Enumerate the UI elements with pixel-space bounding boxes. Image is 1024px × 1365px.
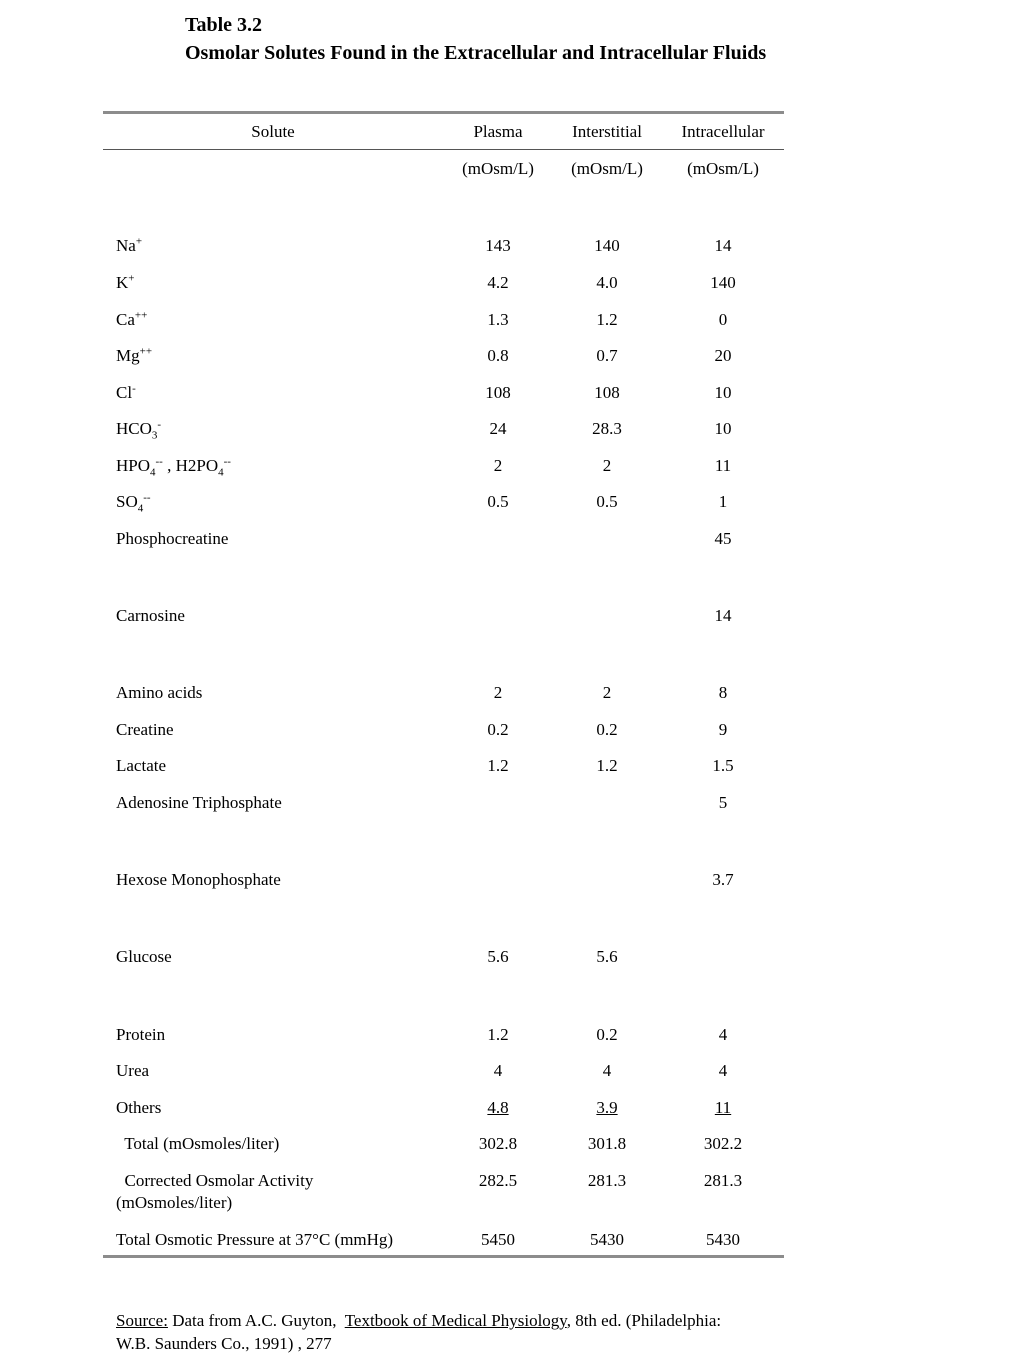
plasma-value: 24 [489,419,507,438]
plasma-value: 1.3 [487,310,509,329]
plasma-value: 0.5 [487,492,509,511]
intracellular-value: 10 [714,419,732,438]
intracellular-value: 45 [714,529,732,548]
interstitial-value: 3.9 [596,1098,618,1117]
plasma-value: 5.6 [487,947,509,966]
solute-name: Na+ [116,235,143,255]
interstitial-value: 1.2 [596,756,618,775]
interstitial-corrected: 281.3 [587,1171,627,1190]
solute-name: Carnosine [116,606,185,625]
intracellular-value: 14 [714,606,732,625]
plasma-value: 143 [485,236,511,255]
interstitial-value: 0.5 [596,492,618,511]
plasma-value: 4.2 [487,273,509,292]
intracellular-value: 1 [718,492,728,511]
solute-name: $HCO_3^-$ [116,418,162,442]
plasma-value: 2 [493,683,503,702]
plasma-value: 0.8 [487,346,509,365]
unit-intracellular: (mOsm/L) [687,159,759,178]
intracellular-value: 4 [718,1025,728,1044]
interstitial-value: 5.6 [596,947,618,966]
interstitial-value: 28.3 [592,419,622,438]
table-caption: Osmolar Solutes Found in the Extracellular and Intracellular Fluids [185,42,767,64]
table-top-rule [103,111,784,114]
intracellular-value: 11 [714,456,732,475]
interstitial-value: 1.2 [596,310,618,329]
header-rule [103,149,784,150]
header-plasma: Plasma [473,122,523,141]
interstitial-value: 140 [594,236,620,255]
interstitial-value: 2 [602,456,612,475]
solute-name: Ca++ [116,309,148,329]
table-bottom-rule [103,1255,784,1258]
intracellular-value: 3.7 [712,870,734,889]
solute-name: Adenosine Triphosphate [116,793,282,812]
intracellular-value: 10 [714,383,732,402]
plasma-value: 0.2 [487,720,509,739]
interstitial-value: 0.2 [596,1025,618,1044]
corrected-activity-label: Corrected Osmolar Activity [116,1171,314,1190]
solute-name: Creatine [116,720,174,739]
intracellular-value: 5 [718,793,728,812]
solute-name: Phosphocreatine [116,529,229,548]
interstitial-total: 301.8 [587,1134,627,1153]
solute-name: Amino acids [116,683,203,702]
solute-name: Lactate [116,756,167,775]
plasma-pressure: 5450 [481,1230,515,1249]
header-interstitial: Interstitial [572,122,642,141]
source-label: Source: [116,1311,168,1330]
intracellular-pressure: 5430 [706,1230,740,1249]
solute-name: Glucose [116,947,172,966]
interstitial-value: 108 [594,383,620,402]
total-label: Total (mOsmoles/liter) [116,1134,280,1153]
plasma-value: 4 [493,1061,503,1080]
intracellular-total: 302.2 [703,1134,743,1153]
interstitial-value: 4 [602,1061,612,1080]
plasma-value: 1.2 [487,1025,509,1044]
intracellular-value: 140 [710,273,736,292]
solute-name: $SO_4^{--}$ [116,491,151,515]
interstitial-pressure: 5430 [590,1230,624,1249]
solute-name: Hexose Monophosphate [116,870,281,889]
solute-name: K+ [116,272,135,292]
interstitial-value: 4.0 [596,273,618,292]
plasma-total: 302.8 [478,1134,518,1153]
plasma-value: 4.8 [487,1098,509,1117]
solute-name: Mg++ [116,345,153,365]
solute-name: Urea [116,1061,150,1080]
interstitial-value: 0.2 [596,720,618,739]
intracellular-value: 0 [718,310,728,329]
source-book-title: Textbook of Medical Physiology [344,1311,567,1330]
intracellular-value: 20 [714,346,732,365]
intracellular-value: 9 [718,720,728,739]
intracellular-value: 1.5 [712,756,734,775]
plasma-value: 2 [493,456,503,475]
interstitial-value: 2 [602,683,612,702]
corrected-activity-unit: (mOsmoles/liter) [116,1193,233,1212]
source-note: Source: Data from A.C. Guyton, Textbook of Medical Physiology, 8th ed. (Philadelphia: W.B. Saunders Co., 1991) , 277 [116,1311,722,1353]
intracellular-value: 4 [718,1061,728,1080]
intracellular-value: 14 [714,236,732,255]
solute-name: $HPO_4^{--}$ , $H2PO_4^{--}$ [116,455,231,479]
solute-name: Others [116,1098,162,1117]
table-label: Table 3.2 [185,14,263,36]
unit-interstitial: (mOsm/L) [571,159,643,178]
intracellular-corrected: 281.3 [703,1171,743,1190]
solute-name: Protein [116,1025,166,1044]
intracellular-value: 8 [718,683,728,702]
intracellular-value: 11 [714,1098,732,1117]
plasma-corrected: 282.5 [478,1171,518,1190]
osmotic-pressure-label: Total Osmotic Pressure at 37°C (mmHg) [116,1230,394,1249]
plasma-value: 108 [485,383,511,402]
header-solute: Solute [251,122,295,141]
plasma-value: 1.2 [487,756,509,775]
interstitial-value: 0.7 [596,346,618,365]
header-intracellular: Intracellular [681,122,765,141]
solute-name: Cl- [116,382,136,402]
unit-plasma: (mOsm/L) [462,159,534,178]
